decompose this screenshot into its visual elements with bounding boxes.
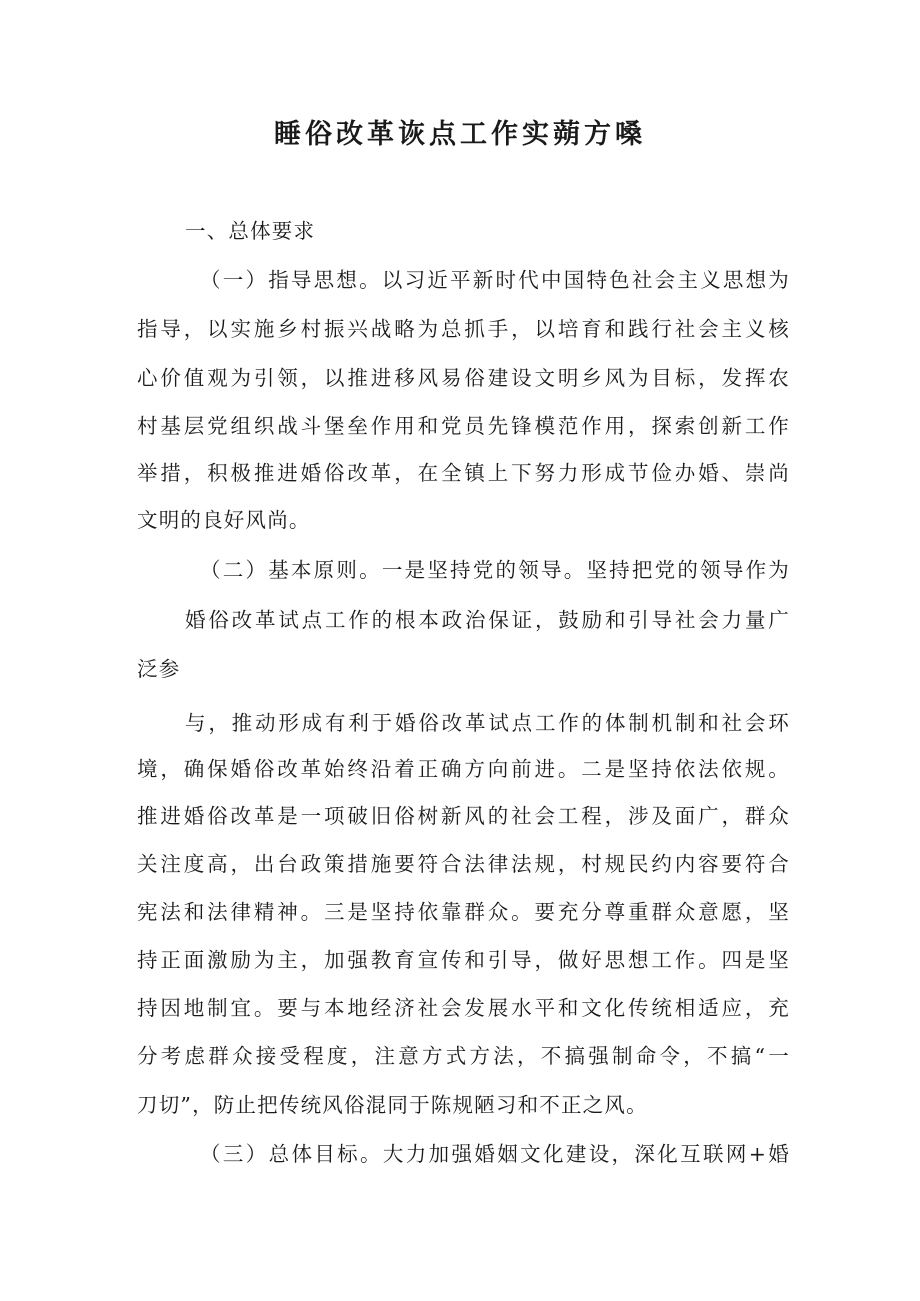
paragraph-line: 文明的良好风尚。 (137, 508, 311, 532)
paragraph-line: （三）总体目标。大力加强婚姻文化建设，深化互联网+婚 (200, 1142, 790, 1166)
paragraph-line: 持因地制宜。要与本地经济社会发展水平和文化传统相适应，充 (137, 996, 790, 1020)
paragraph-line: 持正面激励为主，加强教育宣传和引导，做好思想工作。四是坚 (137, 948, 790, 972)
paragraph-line: 婚俗改革试点工作的根本政治保证，鼓励和引导社会力量广 (185, 608, 790, 632)
paragraph-line: 刀切”，防止把传统风俗混同于陈规陋习和不正之风。 (137, 1093, 648, 1117)
paragraph-line: 分考虑群众接受程度，注意方式方法，不搞强制命令，不搞“一 (137, 1044, 790, 1068)
paragraph-line: 心价值观为引领，以推进移风易俗建设文明乡风为目标，发挥农 (137, 366, 790, 390)
document-title: 睡俗改革诙点工作实蒴方嗓 (274, 119, 646, 150)
paragraph-line: （一）指导思想。以习近平新时代中国特色社会主义思想为 (200, 268, 790, 292)
paragraph-line: 境，确保婚俗改革始终沿着正确方向前进。二是坚持依法依规。 (137, 757, 790, 781)
paragraph-line: 关注度高，出台政策措施要符合法律法规，村规民约内容要符合 (137, 852, 790, 876)
paragraph-line: 举措，积极推进婚俗改革，在全镇上下努力形成节俭办婚、崇尚 (137, 461, 790, 485)
paragraph-line: 村基层党组织战斗堡垒作用和党员先锋模范作用，探索创新工作 (137, 414, 790, 438)
section-heading: 一、总体要求 (185, 219, 316, 243)
paragraph-line: 宪法和法律精神。三是坚持依靠群众。要充分尊重群众意愿，坚 (137, 900, 790, 924)
paragraph-line: 与，推动形成有利于婚俗改革试点工作的体制机制和社会环 (185, 711, 790, 735)
paragraph-line: 推进婚俗改革是一项破旧俗树新风的社会工程，涉及面广，群众 (137, 804, 790, 828)
paragraph-line: 指导，以实施乡村振兴战略为总抓手，以培育和践行社会主义核 (137, 317, 790, 341)
paragraph-line: （二）基本原则。一是坚持党的领导。坚持把党的领导作为 (200, 558, 790, 582)
paragraph-line: 泛参 (137, 657, 181, 681)
